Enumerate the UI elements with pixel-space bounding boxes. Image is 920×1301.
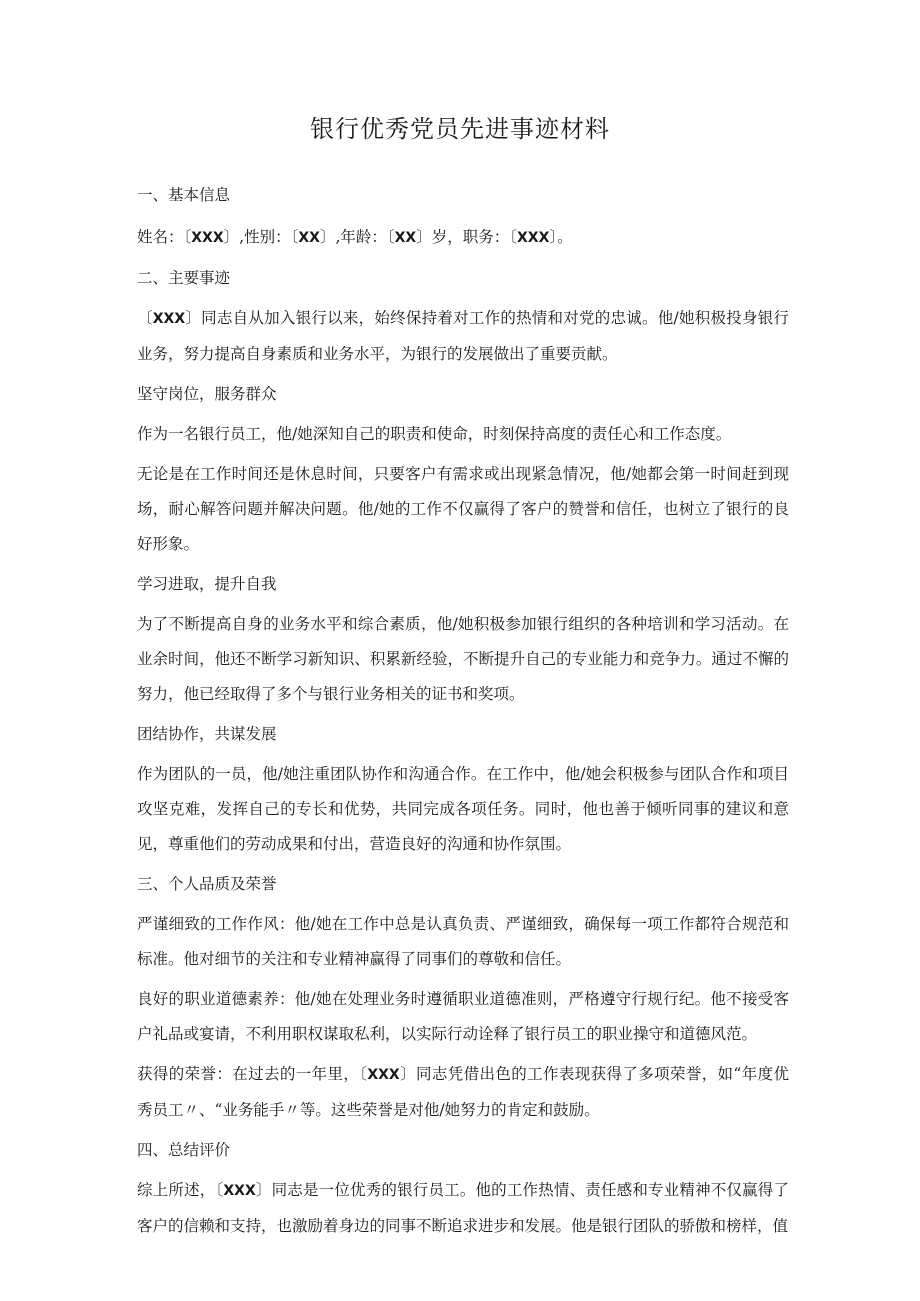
placeholder-token: XXX bbox=[152, 311, 186, 327]
placeholder-token: XXX bbox=[223, 1183, 256, 1199]
quality-paragraph-3: 获得的荣誉：在过去的一年里，〔XXX〕同志凭借出色的工作表现获得了多项荣誉，如“年度优秀员工〃、“业务能手〃等。这些荣誉是对他/她努力的肯定和鼓励。 bbox=[137, 1065, 789, 1119]
main-deeds-intro: 〔XXX〕同志自从加入银行以来，始终保持着对工作的热情和对党的忠诚。他/她积极投身银行业务，努力提高自身素质和业务水平，为银行的发展做出了重要贡献。 bbox=[137, 309, 789, 363]
section-heading-basic-info: 一、基本信息 bbox=[137, 186, 231, 204]
section-heading-main-deeds: 二、主要事迹 bbox=[137, 269, 231, 287]
document-body bbox=[137, 178, 789, 1244]
summary-paragraph: 综上所述，〔XXX〕同志是一位优秀的银行员工。他的工作热情、责任感和专业精神不仅赢得了客户的信赖和支持，也激励着身边的同事不断追求进步和发展。他是银行团队的骄傲和榜样，值 bbox=[137, 1181, 789, 1235]
document-title: 银行优秀党员先进事迹材料 bbox=[310, 115, 610, 143]
post-paragraph-1: 作为一名银行员工，他/她深知自己的职责和使命，时刻保持高度的责任心和工作态度。 bbox=[137, 425, 732, 443]
study-paragraph: 为了不断提高自身的业务水平和综合素质，他/她积极参加银行组织的各种培训和学习活动。在业余时间，他还不断学习新知识、积累新经验，不断提升自己的专业能力和竞争力。通过不懈的努力，他已经取得了多个与银行业务相关的证书和奖项。 bbox=[137, 615, 789, 703]
subheading-team: 团结协作，共谋发展 bbox=[137, 725, 277, 743]
post-paragraph-2: 无论是在工作时间还是休息时间，只要客户有需求或出现紧急情况，他/她都会第一时间赶到现场，耐心解答问题并解决问题。他/她的工作不仅赢得了客户的赞誉和信任，也树立了银行的良好形象。 bbox=[137, 465, 789, 553]
section-heading-summary: 四、总结评价 bbox=[137, 1141, 231, 1159]
placeholder-token: XX bbox=[298, 230, 320, 246]
team-paragraph: 作为团队的一员，他/她注重团队协作和沟通合作。在工作中，他/她会积极参与团队合作和项目攻坚克难，发挥自己的专长和优势，共同完成各项任务。同时，他也善于倾听同事的建议和意见，尊重他们的劳动成果和付出，营造良好的沟通和协作氛围。 bbox=[137, 765, 789, 853]
subheading-post: 坚守岗位，服务群众 bbox=[137, 385, 277, 403]
quality-paragraph-2: 良好的职业道德素养：他/她在处理业务时遵循职业道德准则，严格遵守行规行纪。他不接受客户礼品或宴请，不利用职权谋取私利，以实际行动诠释了银行员工的职业操守和道德风范。 bbox=[137, 990, 789, 1043]
placeholder-token: XXX bbox=[367, 1067, 400, 1083]
section-heading-quality: 三、个人品质及荣誉 bbox=[137, 875, 277, 893]
placeholder-token: XXX bbox=[516, 230, 550, 246]
placeholder-token: XX bbox=[394, 230, 417, 246]
basic-info-line: 姓名：〔XXX〕,性别：〔XX〕,年龄：〔XX〕岁，职务：〔XXX〕。 bbox=[137, 228, 573, 246]
subheading-study: 学习进取，提升自我 bbox=[137, 575, 277, 593]
placeholder-token: XXX bbox=[191, 230, 224, 246]
quality-paragraph-1: 严谨细致的工作作风：他/她在工作中总是认真负责、严谨细致，确保每一项工作都符合规范和标准。他对细节的关注和专业精神赢得了同事们的尊敬和信任。 bbox=[137, 915, 789, 968]
